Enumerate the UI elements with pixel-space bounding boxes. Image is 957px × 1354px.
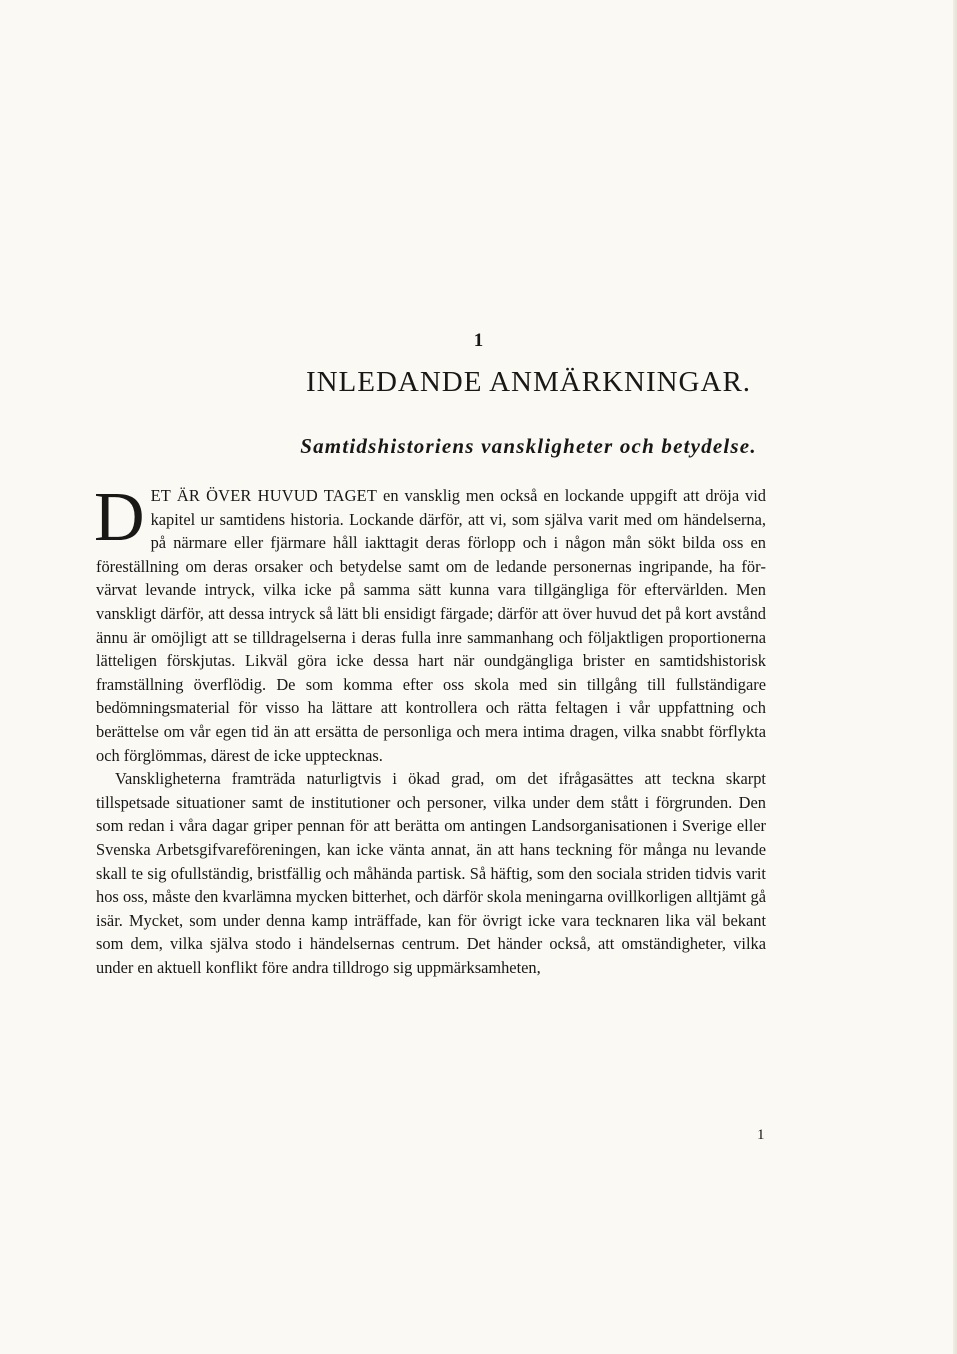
chapter-number: 1 (473, 330, 484, 351)
page-number: 1 (757, 1127, 765, 1143)
drop-cap: D (94, 479, 145, 556)
body-text (94, 479, 766, 979)
chapter-title: INLEDANDE ANMÄRKNINGAR. (305, 366, 752, 398)
paragraph-2-text: Vanskligheterna framträda naturligtvis i ökad grad, om det ifrågasättes att teckna skarpt tillspetsade situationer samt de institutioner och personer, vilka under dem stått i förgrunden. Den som redan i våra dagar griper pennan för att berätta om antingen Landsorganisationen i Sverige eller Svenska Arbetsgifvareföreningen, kan icke vänta annat, än att hans teckning för många nu levande skall te sig ofullständig, bristfällig och måhända partisk. Så häftig, som den sociala striden tidvis varit hos oss, måste den kvarlämna mycken bitterhet, och därför skola meningarna ovillkorligen alltjämt gå isär. Mycket, som under denna kamp inträffade, kan för övrigt icke vara tecknaren lika väl bekant som dem, vilka själva stodo i händelsernas centrum. Det händer också, att omständigheter, vilka under en aktuell konflikt före andra tilldrogo sig uppmärksamheten, (96, 769, 766, 977)
chapter-subtitle: Samtidshistoriens vanskligheter och betydelse. (300, 434, 757, 458)
scan-edge (953, 0, 957, 1354)
paragraph-2 (96, 767, 766, 979)
paragraph-lead-caps: ET ÄR ÖVER HUVUD TAGET (150, 486, 378, 505)
paragraph-1-text: en vansklig men också en lockande uppgift att dröja vid kapitel ur samtidens historia. Lockande därför, att vi, som själva varit med om händelserna, på närmare eller fjärmare håll iakttagit deras förlopp och i någon mån sökt bilda oss en föreställning om deras orsaker och betydelse samt om de ledande personernas ingripande, ha förvärvat levande intryck, vilka icke på samma sätt kunna vara tillgängliga för eftervärlden. Men vanskligt därför, att dessa intryck så lätt bli ensidigt färgade; därför att över huvud det på kort avstånd ännu är omöjligt att se tilldragelserna i deras fulla inre sammanhang och följaktligen proportionerna lätteligen förskjutas. Likväl göra icke dessa hart när oundgängliga brister en samtidshistorisk framställning överflödig. De som komma efter oss skola med sin tillgång till fullständigare bedömningsmaterial för visso ha lättare att kontrollera och rätta feltagen i vår uppfattning och berättelse om vår egen tid än att ersätta de personliga och mera intima dragen, vilka snabbt förflykta och förglömmas, därest de icke upptecknas. (96, 486, 766, 765)
paragraph-1 (94, 479, 766, 767)
